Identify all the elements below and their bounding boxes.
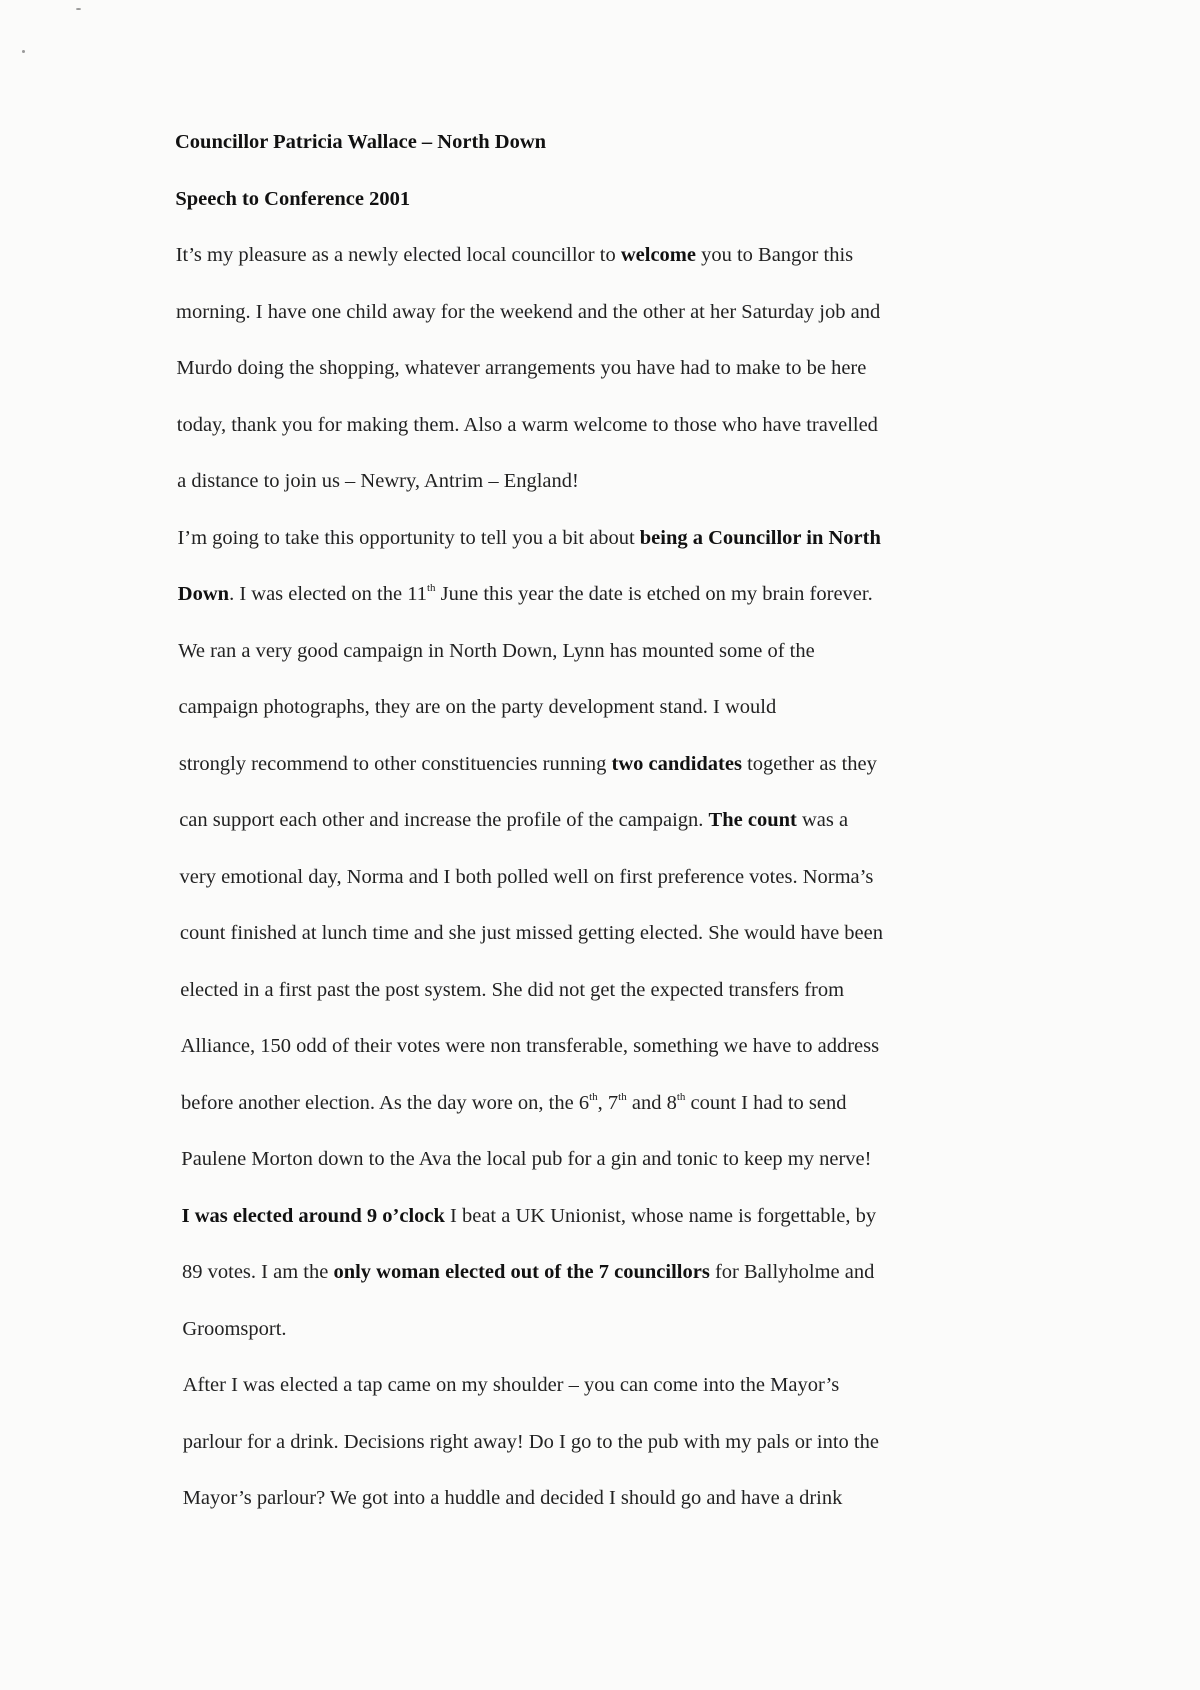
bold-text: Councillor Patricia Wallace – North Down [175, 131, 547, 153]
text-run: today, thank you for making them. Also a warm welcome to those who have travelled [176, 413, 878, 436]
text-run: was a [796, 809, 849, 831]
document-title [175, 130, 546, 154]
text-run: Alliance, 150 odd of their votes were non transferable, something we have to address [180, 1035, 880, 1057]
text-line [181, 1091, 847, 1115]
text-line [180, 978, 844, 1002]
bold-text: Down [177, 583, 230, 605]
text-run: together as they [741, 752, 877, 775]
text-line [176, 243, 853, 267]
text-run: It’s my pleasure as a newly elected local councillor to [175, 244, 621, 266]
text-line [177, 526, 880, 550]
text-run: Mayor’s parlour? We got into a huddle and decided I should go and have a drink [182, 1487, 843, 1509]
bold-text: Speech to Conference 2001 [175, 187, 411, 210]
text-run: count finished at lunch time and she just missed getting elected. She would have been [179, 922, 883, 944]
text-run: campaign photographs, they are on the party development stand. I would [178, 696, 777, 718]
text-line [182, 1260, 874, 1284]
text-run: Paulene Morton down to the Ava the local pub for a gin and tonic to keep my nerve! [181, 1148, 872, 1170]
text-run: you to Bangor this [695, 244, 854, 266]
text-line [179, 808, 848, 832]
text-run: strongly recommend to other constituencies running [178, 752, 612, 775]
text-line [178, 582, 873, 606]
text-run: and 8 [626, 1091, 677, 1114]
bold-text: only woman elected out of the 7 councillors [333, 1261, 710, 1283]
ordinal-suffix: th [676, 1090, 686, 1103]
text-line [182, 1204, 876, 1228]
text-run: Murdo doing the shopping, whatever arrangements you have had to make to be here [176, 357, 867, 379]
bold-text: The count [708, 809, 797, 831]
text-run: , 7 [597, 1091, 619, 1114]
text-run: count I had to send [685, 1091, 847, 1114]
text-line [179, 695, 777, 719]
text-run: parlour for a drink. Decisions right away! Do I go to the pub with my pals or into the [182, 1430, 879, 1453]
text-line [183, 1486, 843, 1510]
text-line [181, 1034, 880, 1058]
text-line [181, 1147, 871, 1171]
text-line [179, 752, 877, 776]
text-run: very emotional day, Norma and I both polled well on first preference votes. Norma’s [179, 865, 874, 888]
bold-text: being a Councillor in North [639, 526, 881, 549]
text-run: I’m going to take this opportunity to tell you a bit about [177, 526, 640, 549]
text-line [176, 300, 880, 324]
scan-speck [76, 8, 81, 10]
text-line [182, 1317, 286, 1341]
text-run: 89 votes. I am the [182, 1261, 334, 1283]
bold-text: I was elected around 9 o’clock [181, 1204, 445, 1227]
text-line [180, 921, 883, 945]
text-line [183, 1430, 879, 1454]
text-run: a distance to join us – Newry, Antrim – England! [177, 470, 579, 492]
ordinal-suffix: th [426, 582, 436, 594]
scan-speck [22, 50, 25, 53]
text-line [178, 639, 815, 663]
text-run: elected in a first past the post system. She did not get the expected transfers from [180, 978, 845, 1001]
text-run: morning. I have one child away for the weekend and the other at her Saturday job and [176, 300, 881, 323]
bold-text: two candidates [611, 752, 742, 775]
text-run: for Ballyholme and [709, 1261, 875, 1283]
text-run: June this year the date is etched on my brain forever. [435, 583, 873, 605]
ordinal-suffix: th [618, 1090, 627, 1103]
text-run: We ran a very good campaign in North Down, Lynn has mounted some of the [178, 639, 815, 662]
bold-text: welcome [620, 244, 696, 266]
text-run: I beat a UK Unionist, whose name is forgettable, by [444, 1204, 877, 1227]
text-run: can support each other and increase the profile of the campaign. [179, 809, 709, 831]
text-line [177, 413, 878, 437]
text-line [183, 1373, 840, 1397]
text-line [176, 356, 866, 380]
text-run: before another election. As the day wore on, the 6 [180, 1091, 590, 1114]
text-run: Groomsport. [182, 1317, 287, 1340]
text-run: After I was elected a tap came on my shoulder – you can come into the Mayor’s [182, 1374, 840, 1396]
document-subtitle [175, 187, 410, 211]
text-line [180, 865, 874, 889]
text-line [177, 469, 579, 493]
ordinal-suffix: th [589, 1090, 598, 1103]
text-run: . I was elected on the 11 [229, 583, 427, 605]
